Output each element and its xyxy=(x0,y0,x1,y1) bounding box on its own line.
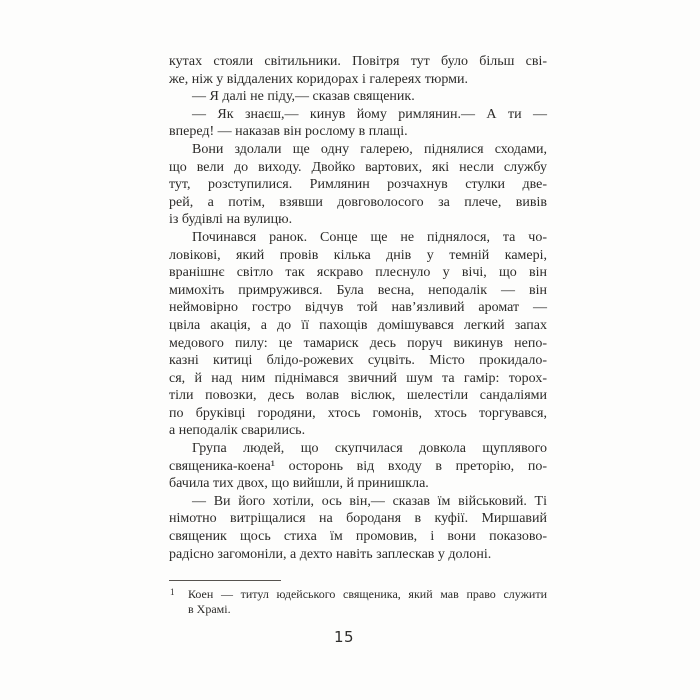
footnote xyxy=(169,580,547,617)
footnote-line: 1 Коен — титул юдейського священика, який мав право служити xyxy=(170,587,547,601)
text-line: неймовірно гостро відчув той нав’язливий аромат — xyxy=(169,300,547,316)
text-line: ся, й над ним піднімався звичний шум та гамір: торох- xyxy=(169,370,547,386)
text-line: Група людей, що скупчилася довкола щуплявого xyxy=(192,441,547,457)
text-line: а неподалік сварились. xyxy=(169,423,306,439)
text-line: — Я далі не піду,— сказав священик. xyxy=(192,89,415,105)
paragraph xyxy=(169,141,547,229)
paragraph xyxy=(169,53,547,88)
text-line: по бруківці городяни, хтось гомонів, хтось торгувався, xyxy=(169,405,547,421)
paragraph xyxy=(169,88,547,106)
text-line: же, ніж у віддалених коридорах і галереях тюрми. xyxy=(169,71,468,87)
text-line: — Ви його хотіли, ось він,— сказав їм військовий. Ті xyxy=(192,493,547,509)
text-line: тут, розступилися. Римлянин розчахнув стулки две- xyxy=(169,177,547,193)
text-line: мимохіть примружився. Була весна, неподалік — він xyxy=(169,282,547,298)
text-line: священика-коена¹ осторонь від входу в преторію, по- xyxy=(169,458,547,474)
paragraph xyxy=(169,493,547,563)
text-line: із будівлі на вулицю. xyxy=(169,212,293,228)
text-line: Вони здолали ще одну галерею, піднялися сходами, xyxy=(192,141,547,157)
paragraph xyxy=(169,229,547,440)
text-line: вранішнє світло так яскраво плеснуло у вічі, що він xyxy=(169,265,547,281)
text-line: священик щось стиха їм промовив, і вони показово- xyxy=(169,529,547,545)
text-line: казні китиці блідо-рожевих суцвіть. Місто прокидало- xyxy=(169,353,547,369)
text-block xyxy=(169,53,547,563)
text-line: що вели до виходу. Двойко вартових, які несли службу xyxy=(169,159,547,175)
paragraph xyxy=(169,106,547,141)
footnote-text xyxy=(169,587,547,617)
text-line: медового пилу: це тамариск десь поруч викинув непо- xyxy=(169,335,547,351)
text-line: ловікові, який провів кілька днів у темній камері, xyxy=(169,247,547,263)
text-line: — Як знаєш,— кинув йому римлянин.— А ти — xyxy=(192,106,547,122)
text-line: бачила тих двох, що вийшли, й принишкла. xyxy=(169,476,429,492)
paragraph xyxy=(169,440,547,493)
text-line: цвіла акація, а до її пахощів домішувався легкий запах xyxy=(169,317,547,333)
footnote-marker: 1 xyxy=(170,587,175,597)
footnote-line: в Храмі. xyxy=(188,602,231,616)
text-line: Починався ранок. Сонце ще не піднялося, та чо- xyxy=(192,229,547,245)
text-line: рей, а потім, взявши довговолосого за плече, вивів xyxy=(169,194,547,210)
text-line: тіли повозки, десь волав віслюк, шелестіли сандаліями xyxy=(169,388,547,404)
footnote-rule xyxy=(169,580,281,581)
text-line: кутах стояли світильники. Повітря тут було більш сві- xyxy=(169,54,547,69)
text-line: радісно загомоніли, а дехто навіть заплескав у долоні. xyxy=(169,546,492,562)
text-line: вперед! — наказав він рослому в плащі. xyxy=(169,124,408,140)
text-line: німотно витріщалися на бороданя в куфії. Миршавий xyxy=(169,511,547,527)
page-number: 15 xyxy=(333,628,355,646)
